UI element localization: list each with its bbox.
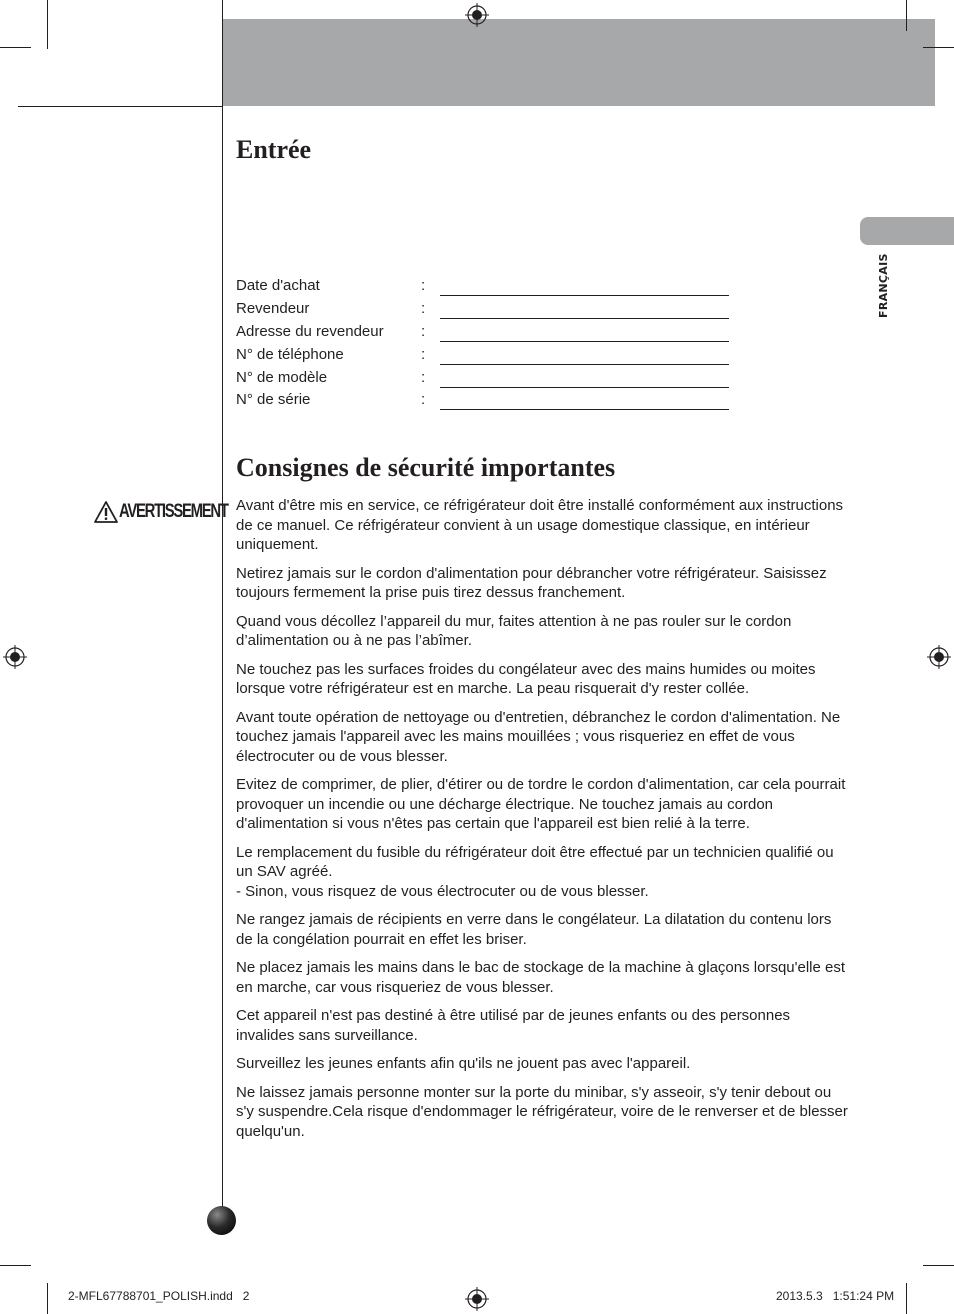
safety-paragraph: Ne placez jamais les mains dans le bac de stockage de la machine à glaçons lorsqu'elle est en marche, car vous risqueriez de vous blesser. xyxy=(236,959,846,996)
form-blank-line xyxy=(440,387,729,388)
form-colon: : xyxy=(421,391,426,408)
form-label: Date d'achat xyxy=(236,277,320,294)
warning-label xyxy=(94,500,228,526)
form-colon: : xyxy=(421,346,426,363)
language-tab-label: FRANÇAIS xyxy=(877,253,890,318)
form-label: Adresse du revendeur xyxy=(236,323,384,340)
form-blank-line xyxy=(440,364,729,365)
form-colon: : xyxy=(421,369,426,386)
header-band xyxy=(222,19,935,106)
safety-paragraph: Ne laissez jamais personne monter sur la porte du minibar, s'y asseoir, s'y tenir debout ou s'y suspendre.Cela risque d'endommager le réfrigérateur, voire de le renverser et de blesser quelqu'un. xyxy=(236,1083,848,1140)
form-colon: : xyxy=(421,277,426,294)
crop-mark xyxy=(0,1265,31,1266)
registration-mark-icon xyxy=(465,1287,489,1311)
language-tab xyxy=(860,217,954,245)
registration-mark-icon xyxy=(3,645,27,669)
crop-mark xyxy=(47,1283,48,1314)
form-label: N° de série xyxy=(236,391,311,408)
safety-paragraph: Avant d'être mis en service, ce réfrigérateur doit être installé conformément aux instructions de ce manuel. Ce réfrigérateur convient à un usage domestique classique, en intérieur uniquement. xyxy=(236,497,844,554)
safety-paragraph: Ne rangez jamais de récipients en verre dans le congélateur. La dilatation du contenu lors de la congélation pourrait en effet les briser. xyxy=(236,911,832,948)
section-title-entree: Entrée xyxy=(236,135,312,164)
form-colon: : xyxy=(421,300,426,317)
form-label: Revendeur xyxy=(236,300,310,317)
safety-paragraph: Le remplacement du fusible du réfrigérateur doit être effectué par un technicien qualifié ou un SAV agréé. - Sinon, vous risquez de vous électrocuter ou de vous blesser. xyxy=(236,843,834,900)
crop-mark xyxy=(47,0,48,49)
registration-mark-icon xyxy=(927,645,951,669)
safety-paragraph: Netirez jamais sur le cordon d'alimentation pour débrancher votre réfrigérateur. Saisissez toujours fermement la prise puis tirez dessus franchement. xyxy=(236,564,827,602)
safety-paragraph: Evitez de comprimer, de plier, d'étirer ou de tordre le cordon d'alimentation, car cela pourrait provoquer un incendie ou une décharge électrique. Ne touchez jamais au cordon d'alimentation si vous n'êtes pas certain que l'appareil est bien relié à la terre. xyxy=(236,776,846,833)
form-row-phone xyxy=(236,346,736,369)
crop-mark xyxy=(923,47,954,48)
section-title-safety: Consignes de sécurité importantes xyxy=(236,453,616,482)
crop-mark xyxy=(0,47,31,48)
safety-paragraph: Ne touchez pas les surfaces froides du congélateur avec des mains humides ou moites lorsque votre réfrigérateur est en marche. La peau risquerait d'y rester collée. xyxy=(236,660,816,698)
form-row-purchase-date xyxy=(236,277,736,300)
form-blank-line xyxy=(440,409,729,410)
form-blank-line xyxy=(440,341,729,342)
crop-mark xyxy=(923,1265,954,1266)
form-blank-line xyxy=(440,295,729,296)
form-row-dealer xyxy=(236,300,736,323)
form-label: N° de téléphone xyxy=(236,346,344,363)
form-row-serial xyxy=(236,391,736,414)
crop-mark xyxy=(906,0,907,31)
footer-file-name: 2-MFL67788701_POLISH.indd 2 xyxy=(68,1289,250,1303)
footer-timestamp: 2013.5.3 1:51:24 PM xyxy=(776,1289,895,1303)
warning-triangle-icon xyxy=(94,501,118,523)
safety-paragraph: Surveillez les jeunes enfants afin qu'ils ne jouent pas avec l'appareil. xyxy=(236,1055,691,1073)
safety-paragraph: Quand vous décollez l’appareil du mur, faites attention à ne pas rouler sur le cordon d’alimentation ou à ne pas l’abîmer. xyxy=(236,612,792,650)
safety-instructions xyxy=(236,496,848,1150)
form-row-dealer-address xyxy=(236,323,736,346)
crop-mark xyxy=(906,1283,907,1314)
margin-rule xyxy=(222,0,223,1235)
page-number-ball xyxy=(207,1206,236,1235)
form-row-model xyxy=(236,369,736,392)
registration-mark-icon xyxy=(465,3,489,27)
safety-paragraph: Cet appareil n'est pas destiné à être utilisé par de jeunes enfants ou des personnes invalides sans surveillance. xyxy=(236,1007,791,1044)
form-blank-line xyxy=(440,318,729,319)
safety-paragraph: Avant toute opération de nettoyage ou d'entretien, débranchez le cordon d'alimentation. Ne touchez jamais l'appareil avec les mains mouillées ; vous risqueriez en effet de vous électrocuter ou de vous blesser. xyxy=(236,708,841,765)
form-label: N° de modèle xyxy=(236,369,328,386)
warning-label-text: AVERTISSEMENT xyxy=(119,501,228,522)
header-rule-left xyxy=(18,106,223,107)
form-colon: : xyxy=(421,323,426,340)
